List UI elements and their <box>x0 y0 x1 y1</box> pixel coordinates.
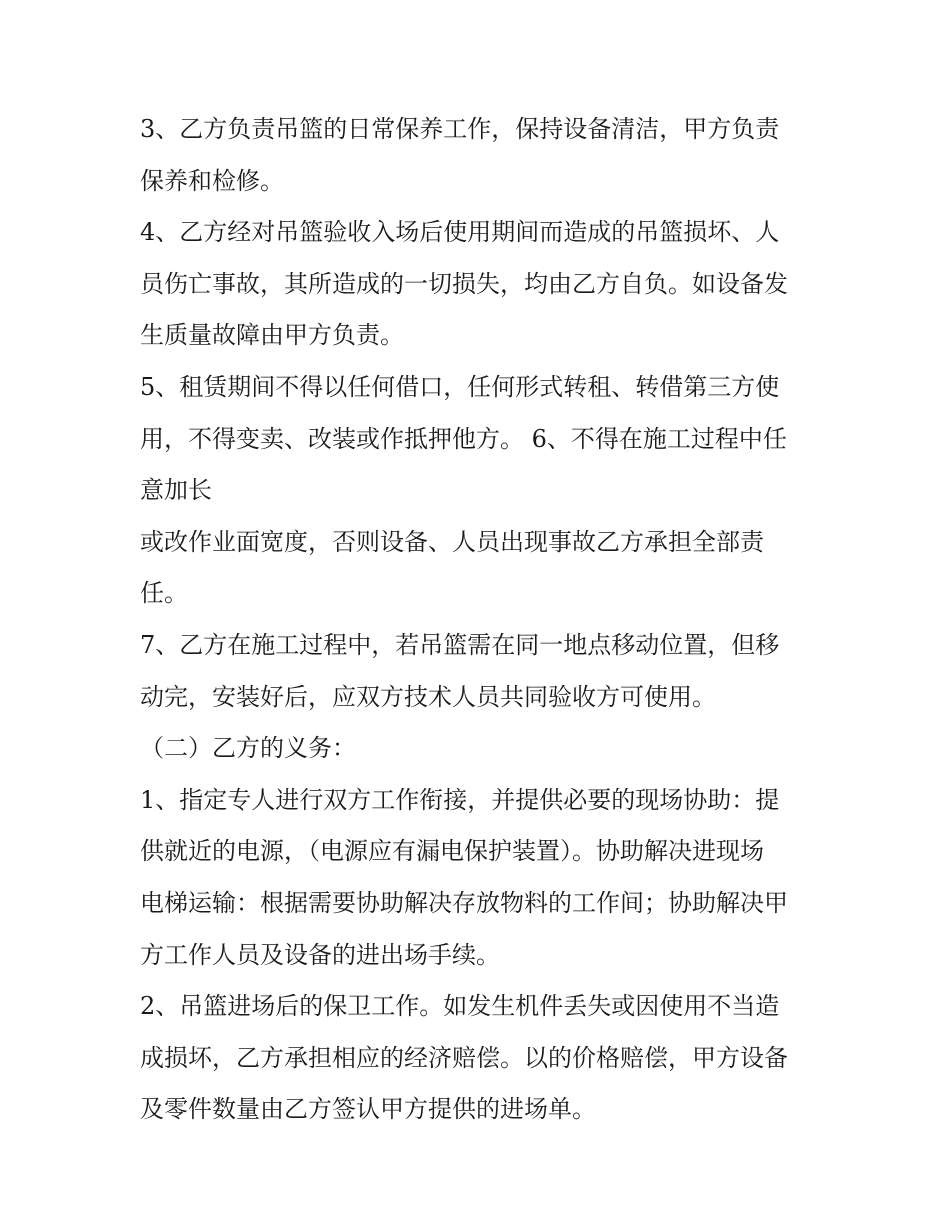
text-line: 供就近的电源，（电源应有漏电保护装置）。协助解决进现场 <box>140 837 764 866</box>
text-line: 1、指定专人进行双方工作衔接，并提供必要的现场协助：提 <box>140 785 780 814</box>
text-line: 方工作人员及设备的进出场手续。 <box>140 940 500 969</box>
text-line: 动完，安装好后，应双方技术人员共同验收方可使用。 <box>140 682 716 711</box>
text-line: 保养和检修。 <box>140 166 284 195</box>
text-line: 成损坏，乙方承担相应的经济赔偿。以的价格赔偿，甲方设备 <box>140 1043 788 1072</box>
text-line: 生质量故障由甲方负责。 <box>140 321 404 350</box>
text-line: 及零件数量由乙方签认甲方提供的进场单。 <box>140 1095 596 1124</box>
text-line: 员伤亡事故，其所造成的一切损失，均由乙方自负。如设备发 <box>140 269 788 298</box>
text-line: 4、乙方经对吊篮验收入场后使用期间而造成的吊篮损坏、人 <box>140 218 780 247</box>
text-line: 意加长 <box>140 476 212 505</box>
text-line: 电梯运输：根据需要协助解决存放物料的工作间；协助解决甲 <box>140 888 788 917</box>
section-heading: （二）乙方的义务： <box>140 734 356 763</box>
text-line: 2、吊篮进场后的保卫工作。如发生机件丢失或因使用不当造 <box>140 992 780 1021</box>
text-line: 或改作业面宽度，否则设备、人员出现事故乙方承担全部责 <box>140 527 764 556</box>
text-line: 3、乙方负责吊篮的日常保养工作，保持设备清洁，甲方负责 <box>140 115 780 143</box>
text-line: 任。 <box>140 579 188 608</box>
document-body <box>140 104 820 1136</box>
text-line: 7、乙方在施工过程中，若吊篮需在同一地点移动位置，但移 <box>140 630 780 659</box>
text-line: 用，不得变卖、改装或作抵押他方。 6、不得在施工过程中任 <box>140 424 787 453</box>
text-line: 5、租赁期间不得以任何借口，任何形式转租、转借第三方使 <box>140 372 780 401</box>
